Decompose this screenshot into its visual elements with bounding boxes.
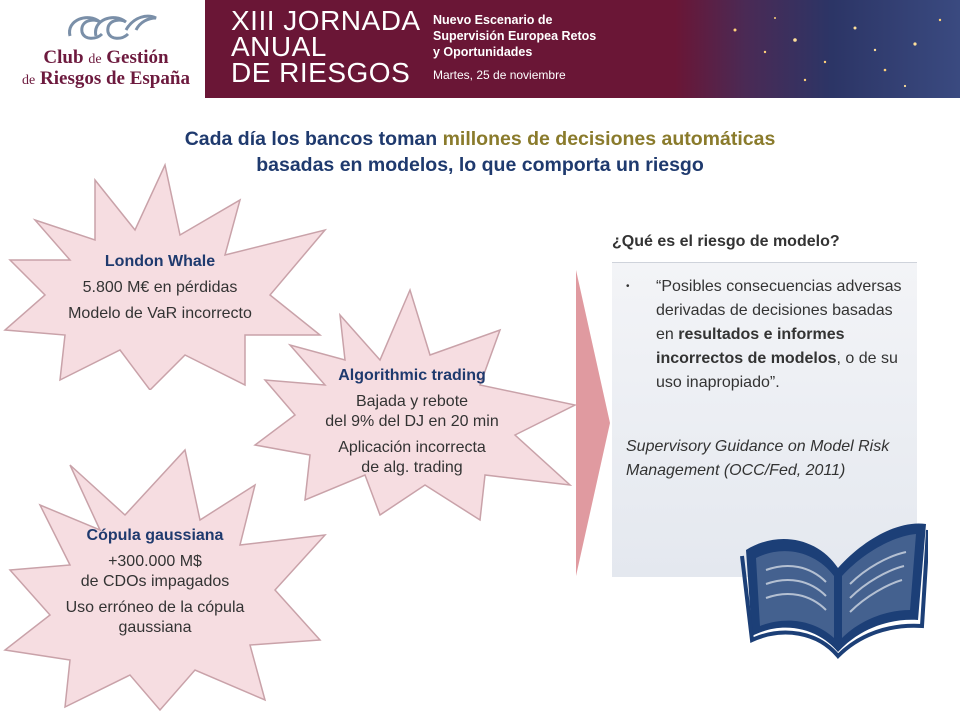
case-london-whale: London Whale 5.800 M€ en pérdidas Modelo de VaR incorrecto bbox=[20, 252, 300, 324]
case-title: Algorithmic trading bbox=[338, 367, 486, 384]
case-title: London Whale bbox=[104, 253, 216, 270]
slide-headline: Cada día los bancos toman millones de decisiones automáticas basadas en modelos, lo que comporta un riesgo bbox=[184, 128, 776, 176]
club-logo-icon bbox=[60, 8, 160, 48]
banner-subtitle: Nuevo Escenario de Supervisión Europea Retos y Oportunidades bbox=[433, 13, 597, 59]
banner-night-map bbox=[675, 0, 960, 98]
open-book-icon bbox=[738, 510, 928, 660]
chevron-arrow-icon bbox=[576, 270, 610, 576]
event-banner bbox=[205, 0, 960, 98]
case-algorithmic-trading: Algorithmic trading Bajada y rebote del 9% del DJ en 20 min Aplicación incorrecta de alg. trading bbox=[272, 366, 552, 478]
headline-highlight: millones de decisiones automáticas bbox=[442, 128, 776, 150]
banner-title: XIII JORNADA ANUAL DE RIESGOS bbox=[231, 5, 421, 88]
header bbox=[0, 0, 960, 98]
definition-quote: “Posibles consecuencias adversas derivadas de decisiones basadas en resultados e informes incorrectos de modelos, o de su uso inapropiado”. bbox=[656, 278, 902, 391]
case-title: Cópula gaussiana bbox=[86, 527, 224, 544]
case-copula-gaussiana: Cópula gaussiana +300.000 M$ de CDOs impagados Uso erróneo de la cópula gaussiana bbox=[15, 526, 295, 638]
definition-question: ¿Qué es el riesgo de modelo? bbox=[612, 233, 840, 250]
bullet-icon: • bbox=[626, 281, 630, 292]
city-lights-decoration bbox=[675, 0, 960, 98]
club-logo bbox=[14, 8, 194, 92]
club-logo-text: Club de Gestión de Riesgos de España bbox=[22, 47, 190, 89]
banner-date: Martes, 25 de noviembre bbox=[433, 68, 566, 82]
definition-reference: Supervisory Guidance on Model Risk Management (OCC/Fed, 2011) bbox=[626, 438, 890, 479]
